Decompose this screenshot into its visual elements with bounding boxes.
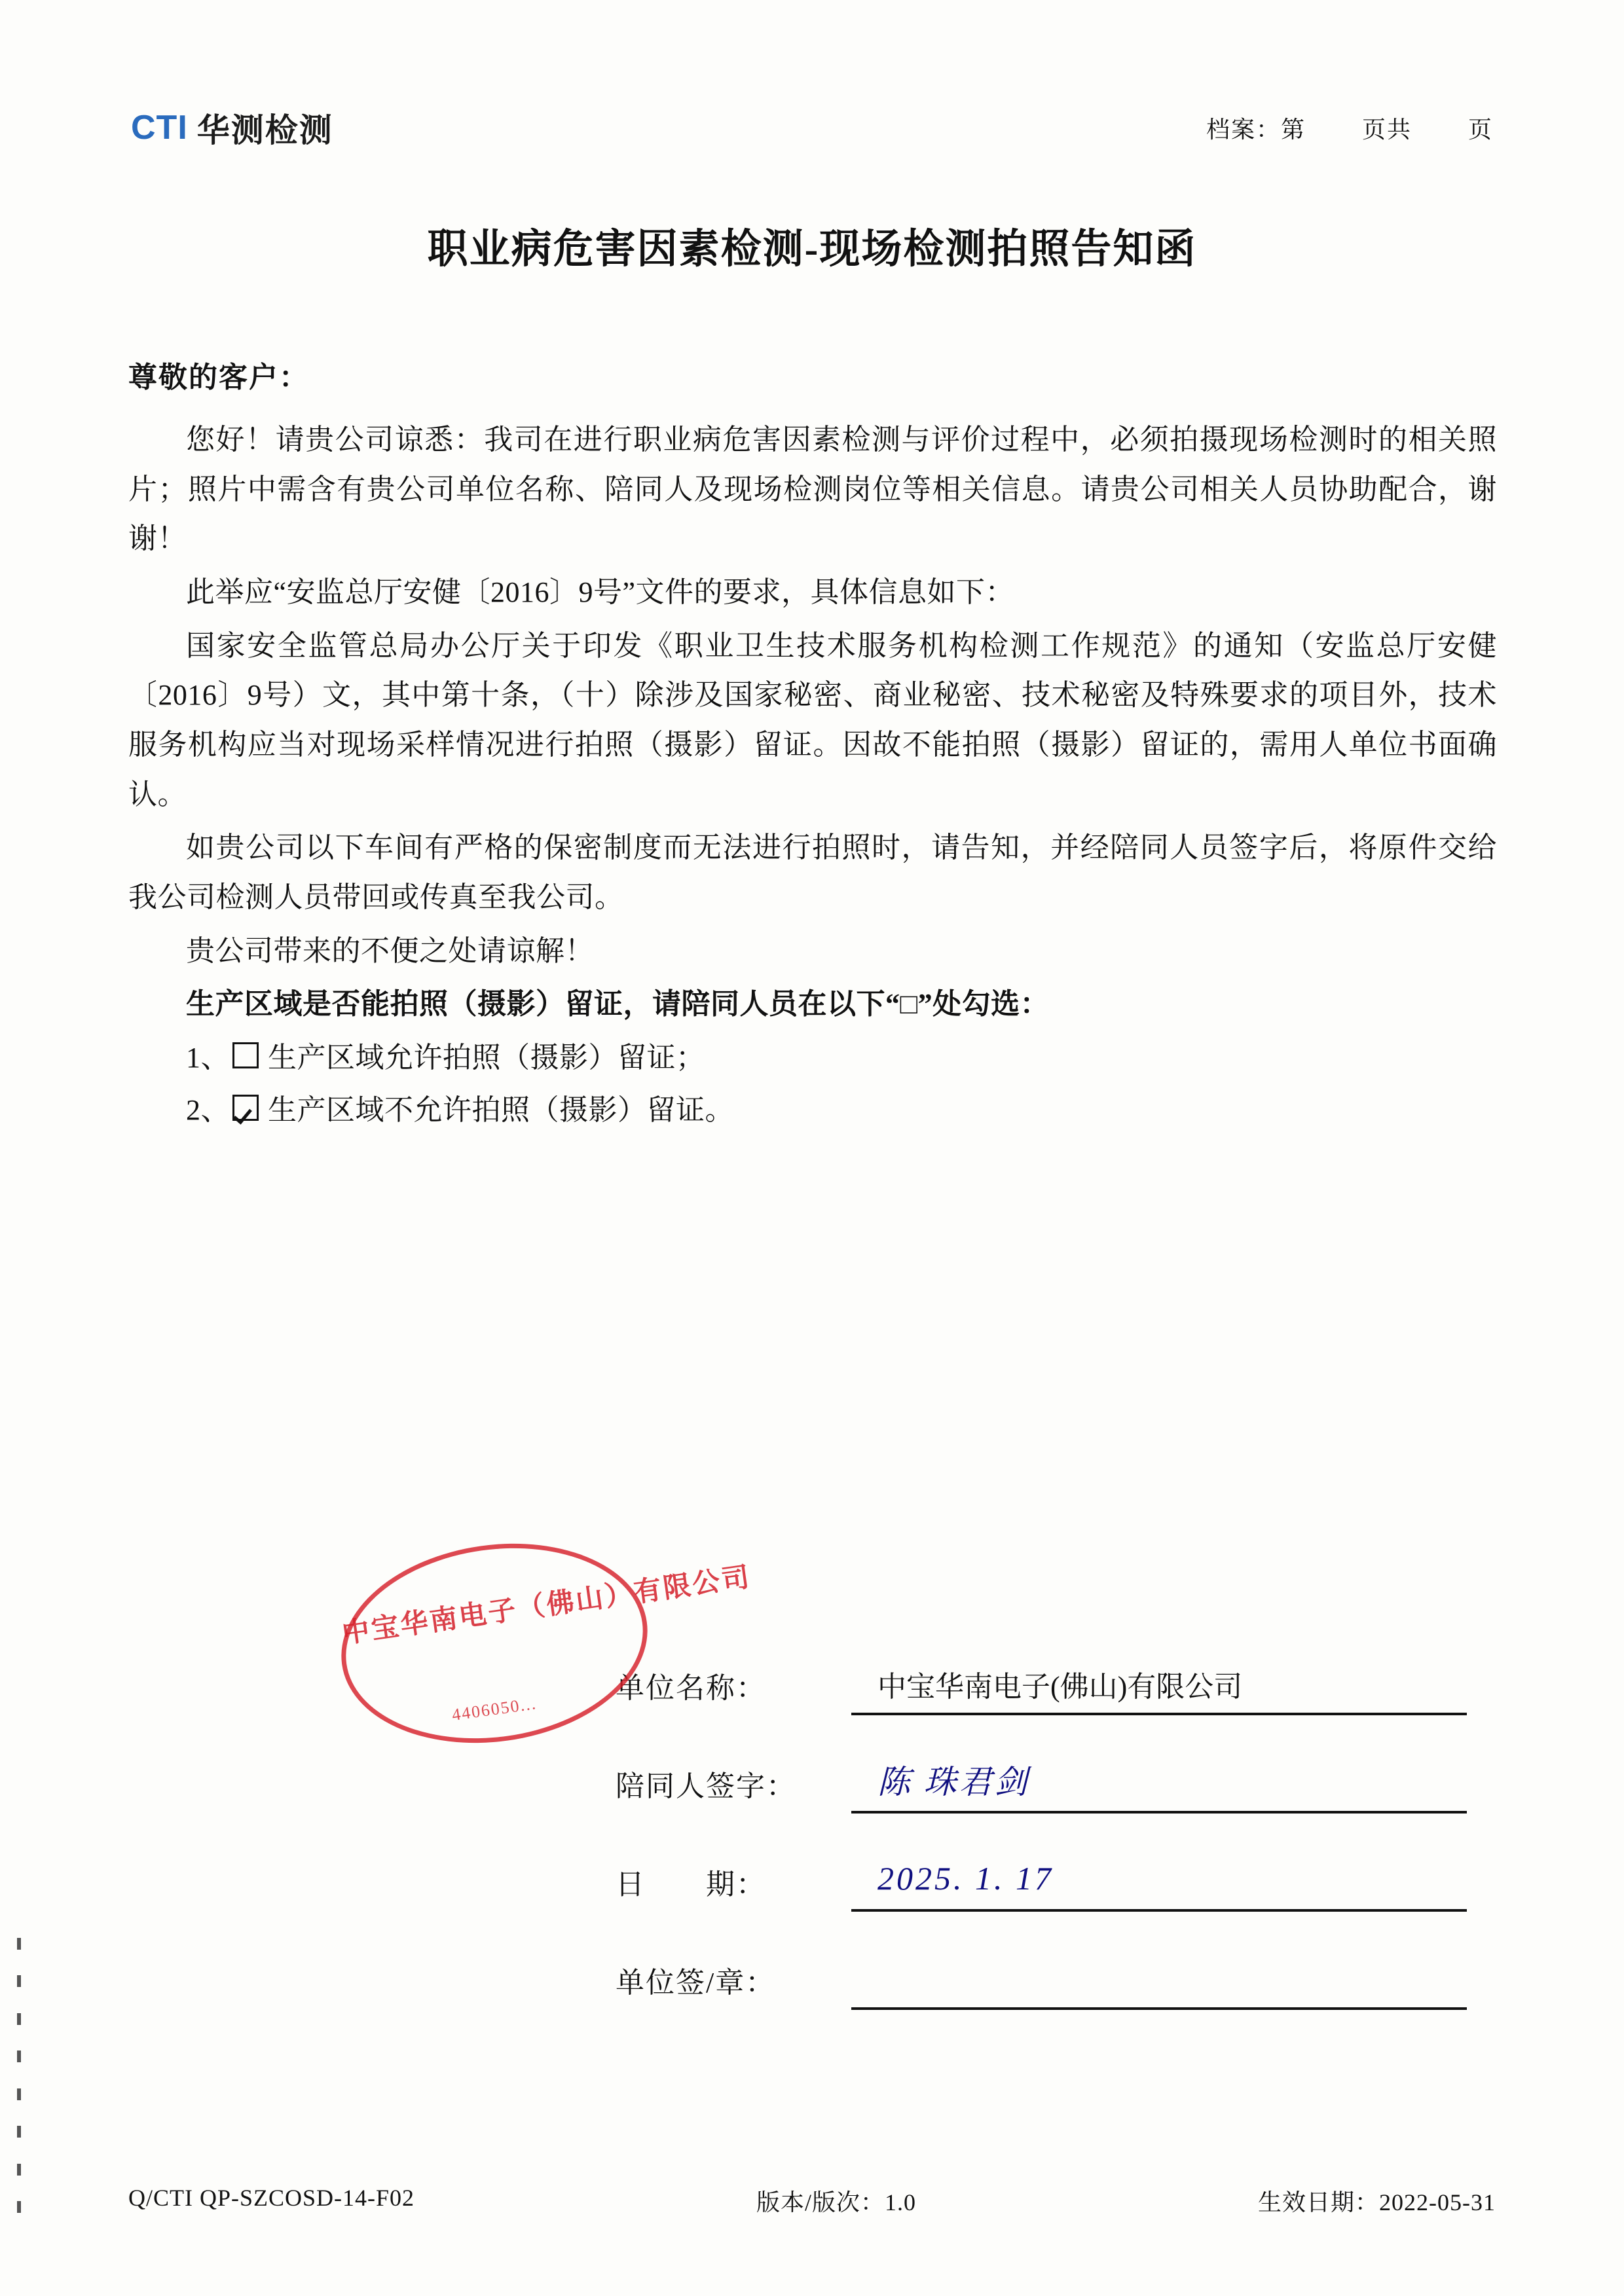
paragraph-2: 此举应“安监总厅安健〔2016〕9号”文件的要求，具体信息如下： — [186, 576, 1015, 609]
company-name-row — [340, 1562, 1467, 1724]
paragraph-5: 贵公司带来的不便之处请谅解！ — [186, 934, 594, 967]
margin-tick-marks — [17, 1938, 21, 2213]
option-1-label: 生产区域允许拍照（摄影）留证； — [268, 1042, 705, 1074]
option-2-label: 生产区域不允许拍照（摄影）留证。 — [268, 1093, 734, 1126]
option-2-number: 2、 — [186, 1093, 230, 1126]
logo-cti-text: CTI — [131, 109, 188, 147]
archive-label: 档案：第 — [1206, 116, 1306, 143]
escort-signature-label: 陪同人签字： — [616, 1770, 796, 1802]
paragraph-3: 国家安全监管总局办公厅关于印发《职业卫生技术服务机构检测工作规范》的通知（安监总厅安健〔2016〕9号）文，其中第十条，（十）除涉及国家秘密、商业秘密、技术秘密及特殊要求的项目外，技术服务机构应当对现场采样情况进行拍照（摄影）留证。因故不能拍照（摄影）留证的，需用人单位书面确认。 — [128, 629, 1497, 811]
seal-text: 中宝华南电子（佛山）有限公司 — [340, 1562, 753, 1650]
salutation: 尊敬的客户： — [128, 361, 309, 393]
margin-tick — [17, 2126, 21, 2138]
margin-tick — [17, 2050, 21, 2062]
margin-tick — [17, 1975, 21, 1987]
page-header — [131, 98, 1493, 157]
margin-tick — [17, 2164, 21, 2176]
date-row — [616, 1813, 1467, 1912]
paragraph-1: 您好！请贵公司谅悉：我司在进行职业病危害因素检测与评价过程中，必须拍摄现场检测时的相关照片；照片中需含有贵公司单位名称、陪同人及现场检测岗位等相关信息。请贵公司相关人员协助配合，谢谢！ — [128, 424, 1497, 555]
company-seal-label: 单位签/章： — [616, 1967, 776, 1999]
company-seal-value[interactable] — [851, 1958, 1467, 2010]
document-body — [128, 354, 1497, 1137]
archive-field — [1206, 111, 1493, 145]
checkbox-disallow-photo[interactable] — [232, 1095, 259, 1121]
page-title: 职业病危害因素检测-现场检测拍照告知函 — [427, 227, 1197, 272]
margin-tick — [17, 2088, 21, 2100]
date-value[interactable]: 2025. 1. 17 — [851, 1859, 1467, 1912]
logo-chinese-text: 华测检测 — [196, 112, 333, 149]
effective-date: 生效日期：2022-05-31 — [1258, 2189, 1496, 2215]
date-label: 日 期： — [616, 1868, 766, 1901]
company-name-label: 单位名称： — [616, 1672, 766, 1704]
seal-code: 4406050... — [451, 1694, 538, 1724]
margin-tick — [17, 1938, 21, 1950]
margin-tick — [17, 2013, 21, 2025]
page-footer — [128, 2184, 1496, 2217]
signature-block — [340, 1562, 1467, 2010]
paragraph-4: 如贵公司以下车间有严格的保密制度而无法进行拍照时，请告知，并经陪同人员签字后，将原件交给我公司检测人员带回或传真至我公司。 — [128, 831, 1497, 914]
margin-tick — [17, 2201, 21, 2213]
cti-logo — [131, 104, 333, 151]
escort-signature-row — [616, 1715, 1467, 1813]
escort-signature-value[interactable]: 陈 珠君剑 — [851, 1756, 1467, 1813]
checkbox-allow-photo[interactable] — [232, 1042, 259, 1068]
company-name-value[interactable]: 中宝华南电子(佛山)有限公司 — [851, 1663, 1467, 1715]
option-row-1[interactable] — [128, 1033, 1497, 1083]
option-1-number: 1、 — [186, 1042, 230, 1074]
form-code: Q/CTI QP-SZCOSD-14-F02 — [128, 2185, 415, 2211]
archive-end: 页 — [1467, 116, 1493, 143]
form-version: 版本/版次：1.0 — [756, 2189, 917, 2215]
archive-mid: 页共 — [1361, 116, 1412, 143]
option-row-2[interactable] — [128, 1085, 1497, 1135]
checkbox-instruction: 生产区域是否能拍照（摄影）留证，请陪同人员在以下“□”处勾选： — [186, 988, 1050, 1021]
company-seal-row — [616, 1912, 1467, 2010]
